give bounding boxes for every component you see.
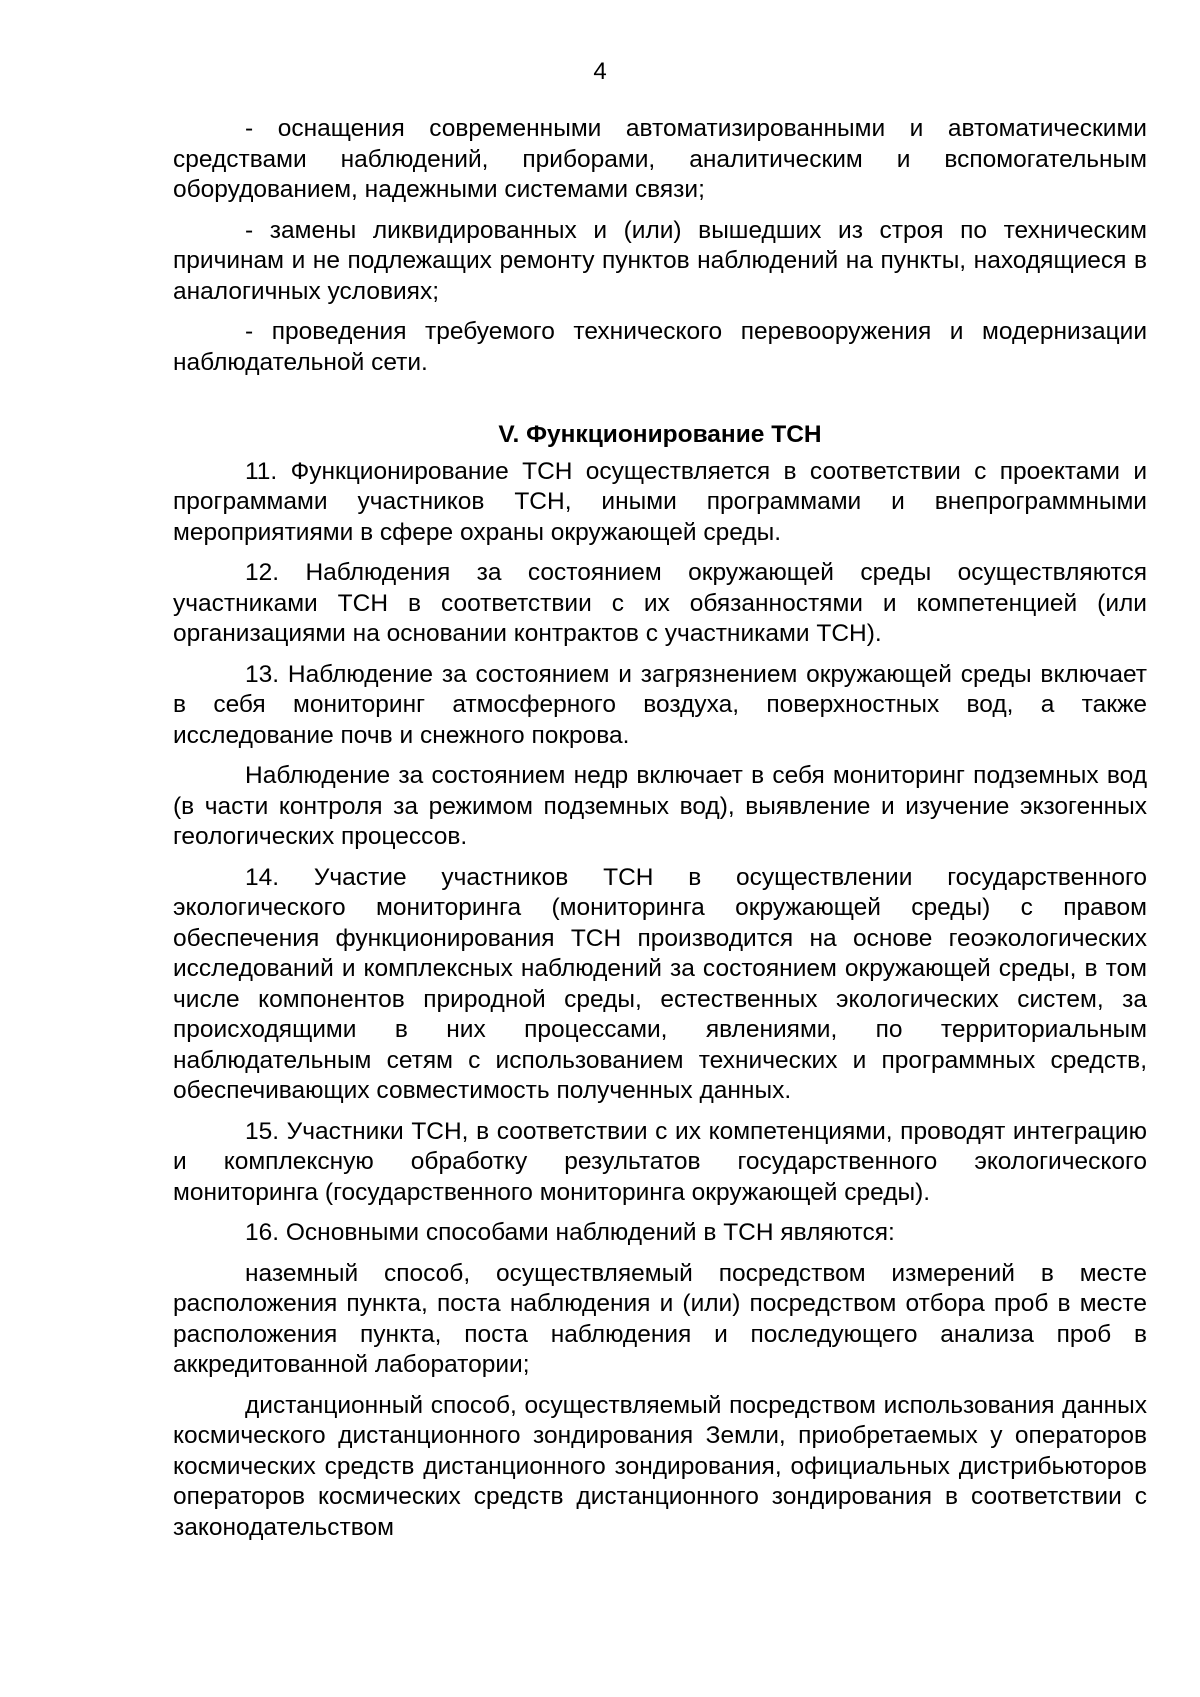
list-item-replacement: - замены ликвидированных и (или) вышедших из строя по техническим причинам и не подлежащих ремонту пунктов наблюдений на пункты, находящиеся в аналогичных условиях; [173, 216, 1147, 305]
paragraph-15: 15. Участники ТСН, в соответствии с их компетенциями, проводят интеграцию и комплексную обработку результатов государственного экологического мониторинга (государственного мониторинга окружающей среды). [173, 1117, 1147, 1206]
list-item-modernization: - проведения требуемого технического перевооружения и модернизации наблюдательной сети. [173, 318, 1147, 376]
paragraph-12: 12. Наблюдения за состоянием окружающей среды осуществляются участниками ТСН в соответствии с их обязанностями и компетенцией (или организациями на основании контрактов с участниками ТСН). [173, 559, 1147, 647]
paragraph-13-continued: Наблюдение за состоянием недр включает в себя мониторинг подземных вод (в части контроля за режимом подземных вод), выявление и изучение экзогенных геологических процессов. [173, 762, 1147, 850]
page-number: 4 [593, 58, 607, 85]
paragraph-16: 16. Основными способами наблюдений в ТСН являются: [245, 1219, 895, 1246]
document-body [173, 114, 1147, 1553]
paragraph-11: 11. Функционирование ТСН осуществляется в соответствии с проектами и программами участников ТСН, иными программами и внепрограммными мероприятиями в сфере охраны окружающей среды. [173, 457, 1147, 546]
list-item-equipment: - оснащения современными автоматизированными и автоматическими средствами наблюдений, приборами, аналитическим и вспомогательным оборудованием, надежными системами связи; [173, 115, 1147, 203]
paragraph-16-remote-method: дистанционный способ, осуществляемый посредством использования данных космического дистанционного зондирования Земли, приобретаемых у операторов космических средств дистанционного зондирования, официальных дистрибьюторов операторов космических средств дистанционного зондирования в соответствии с законодательством [173, 1391, 1147, 1541]
section-heading: V. Функционирование ТСН [498, 421, 822, 448]
paragraph-13: 13. Наблюдение за состоянием и загрязнением окружающей среды включает в себя мониторинг атмосферного воздуха, поверхностных вод, а также исследование почв и снежного покрова. [173, 660, 1147, 749]
paragraph-16-ground-method: наземный способ, осуществляемый посредством измерений в месте расположения пункта, поста наблюдения и (или) посредством отбора проб в месте расположения пункта, поста наблюдения и последующего анализа проб в аккредитованной лаборатории; [173, 1259, 1147, 1378]
paragraph-14: 14. Участие участников ТСН в осуществлении государственного экологического мониторинга (мониторинга окружающей среды) с правом обеспечения функционирования ТСН производится на основе геоэкологических исследований и комплексных наблюдений за состоянием окружающей среды, в том числе компонентов природной среды, естественных экологических систем, за происходящими в них процессами, явлениями, по территориальным наблюдательным сетям с использованием технических и программных средств, обеспечивающих совместимость полученных данных. [173, 863, 1147, 1104]
